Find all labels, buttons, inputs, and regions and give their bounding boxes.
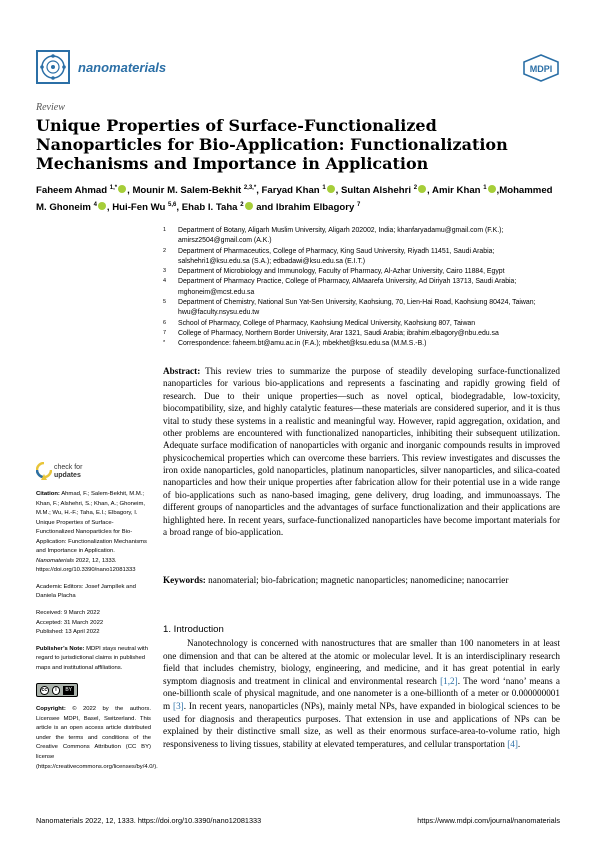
abstract-text: This review tries to summarize the purpose of steadily developing surface-functionalized nanoparticles for various bio-applications and represents a fascinating and rapidly growing field of research. Due to their unique properties—such as novel optical, biodegradable, low-toxicity, biocompatibility, size, and highly catalytic features—these materials are considered superior, and it is thus vital to study these systems in a realistic and meaningful way. However, rapid aggregation, oxidation, and other problems are encountered with functionalized nanoparticles, inhibiting their subsequent utilization. Adequate surface modification of nanoparticles with organic and inorganic compounds results in improved physicochemical properties which can overcome these barriers. This review investigates and discusses the iron oxide nanoparticles, gold nanoparticles, platinum nanoparticles, silver nanoparticles, and silica-coated nanoparticles and how their unique properties after fabrication allow for their potential use in a wide range of bio-applications such as nano-based imaging, gene delivery, drug loading, and immunoassays. The different groups of nanoparticles and the advantages of surface functionalization and their applications are highlighted here. In recent years, surface-functionalized nanoparticles have become important materials for a broad range of bio-application. xyxy=(163,366,560,537)
section-heading-introduction: 1. Introduction xyxy=(163,624,224,635)
author-name[interactable]: Hui-Fen Wu xyxy=(112,202,169,214)
journal-header xyxy=(36,46,560,90)
author-affiliation-marker: 1 xyxy=(322,185,326,191)
cc-by-label: BY xyxy=(63,686,74,696)
published-date: Published: 13 April 2022 xyxy=(36,629,100,636)
author-affiliation-marker: 5,6 xyxy=(168,202,177,209)
citation-block: Citation: Ahmad, F.; Salem-Bekhit, M.M.; Khan, F.; Alshehri, S.; Khan, A.; Ghoneim, M.M.; Wu, H.-F.; Taha, E.I.; Elbagory, I. Unique Properties of Surface-Functionalized Nanoparticles for Bio-Application: Functionalization Mechanisms and Importance in Application. Nanomaterials 2022, 12, 1333. https://doi.org/10.3390/nano12081333 xyxy=(36,491,147,574)
affiliation-text: College of Pharmacy, Northern Border University, Arar 1321, Saudi Arabia; ibrahim.elbagory@nbu.edu.sa xyxy=(178,329,499,337)
publisher-note: Publisher’s Note: MDPI stays neutral with regard to jurisdictional claims in published maps and institutional affiliations. xyxy=(36,645,148,671)
check-for-updates-button[interactable] xyxy=(36,462,151,484)
footer-journal-url[interactable]: https://www.mdpi.com/journal/nanomaterials xyxy=(417,816,560,825)
author-name[interactable]: Faheem Ahmad xyxy=(36,185,110,197)
author-name[interactable]: Amir Khan xyxy=(432,185,484,197)
author-name[interactable]: Sultan Alshehri xyxy=(341,185,414,197)
affiliation-number: 6 xyxy=(163,319,167,326)
affiliations xyxy=(163,226,563,350)
author-affiliation-marker: 7 xyxy=(356,202,361,209)
citation-link[interactable]: [3] xyxy=(173,700,184,711)
orcid-icon[interactable] xyxy=(418,185,426,193)
citation-link[interactable]: [1,2] xyxy=(440,675,458,686)
article-title: Unique Properties of Surface-Functionalized Nanoparticles for Bio-Application: Functionalization Mechanisms and Importance in Application xyxy=(36,116,508,173)
publication-dates xyxy=(36,609,151,638)
cc-icon: cc xyxy=(41,686,48,693)
check-for-updates-icon xyxy=(36,462,52,482)
orcid-icon[interactable] xyxy=(98,202,106,210)
keywords xyxy=(163,574,560,586)
affiliation-item xyxy=(163,277,563,298)
cc-license-badge[interactable] xyxy=(36,683,78,697)
author-affiliation-marker: 1,* xyxy=(109,185,118,191)
affiliation-number: 2 xyxy=(163,247,167,254)
orcid-icon[interactable] xyxy=(245,202,253,210)
academic-editors: Academic Editors: Josef Jampílek and Daniela Placha xyxy=(36,583,136,600)
affiliation-number: 1 xyxy=(163,227,167,233)
author-name[interactable]: Faryad Khan xyxy=(261,185,323,197)
keywords-text: nanomaterial; bio-fabrication; magnetic nanoparticles; nanomedicine; nanocarrier xyxy=(208,575,509,585)
affiliation-text: Department of Chemistry, National Sun Yat-Sen University, Kaohsiung, 70, Lien-Hai Road, Kaohsiung 80424, Taiwan; hwu@faculty.nsysu.edu.tw xyxy=(178,299,536,317)
copyright-block: Copyright: © 2022 by the authors. Licensee MDPI, Basel, Switzerland. This article is an open access article distributed under the terms and conditions of the Creative Commons Attribution (CC BY) license (https://creativecommons.org/licenses/by/4.0/). xyxy=(36,706,158,770)
affiliation-text: Department of Microbiology and Immunology, Faculty of Pharmacy, Al-Azhar University, Cairo 11884, Egypt xyxy=(178,268,505,276)
orcid-icon[interactable] xyxy=(327,185,335,193)
affiliation-item xyxy=(163,267,563,277)
affiliation-text: Department of Pharmacy Practice, College of Pharmacy, AlMaarefa University, Ad Diriyah 13713, Saudi Arabia; mghoneim@mcst.edu.sa xyxy=(178,278,517,296)
orcid-icon[interactable] xyxy=(488,185,496,193)
affiliation-text: Department of Pharmaceutics, College of Pharmacy, King Saud University, Riyadh 11451, Saudi Arabia; salshehri1@ksu.edu.sa (S.A.); edbadawi@ksu.edu.sa (E.I.T.) xyxy=(178,247,495,265)
affiliation-number: 4 xyxy=(163,278,167,285)
author-affiliation-marker: 1 xyxy=(483,185,487,191)
accepted-date: Accepted: 31 March 2022 xyxy=(36,619,104,626)
author-name[interactable]: Ibrahim Elbagory xyxy=(275,202,357,214)
left-sidebar xyxy=(36,462,158,779)
author-name[interactable]: Mounir M. Salem-Bekhit xyxy=(132,185,244,197)
abstract xyxy=(163,365,560,538)
author-affiliation-marker: 4 xyxy=(93,202,97,209)
affiliation-item xyxy=(163,226,563,247)
attribution-icon: i xyxy=(52,686,61,695)
author-name[interactable]: Ehab I. Taha xyxy=(181,202,241,214)
affiliation-item xyxy=(163,298,563,319)
nanomaterials-logo-icon xyxy=(36,50,70,84)
footer-citation[interactable]: Nanomaterials 2022, 12, 1333. https://doi.org/10.3390/nano12081333 xyxy=(36,816,262,825)
affiliation-number: 7 xyxy=(163,329,167,336)
citation-link[interactable]: [4] xyxy=(507,738,518,749)
keywords-label: Keywords: xyxy=(163,575,206,585)
author-affiliation-marker: 2,3,* xyxy=(243,185,257,191)
introduction-paragraph: Nanotechnology is concerned with nanostructures that are smaller than 100 nanometers in at least one dimension and that can be altered at the atomic or molecular level. It is an interdisciplinary research field that includes chemistry, biology, engineering, and medicine, and it has great potential in early symptom diagnosis and treatment in clinical and environmental research [1,2]. The word ‘nano’ means a one-billionth scale of physical magnitude, and one nanometer is a one-billionth of a meter or 0.000000001 m [3]. In recent years, nanoparticles (NPs), mainly metal NPs, have expanded in biological sciences to be used for diagnosis and therapeutics purposes. That extension in use and applications of NPs can be explained by their distinctive small size, as well as their enormous surface-area-to-volume ratio, high responsiveness to living tissues, stability at elevated temperatures, and cellular transportation [4]. xyxy=(163,638,561,749)
affiliation-text: Department of Botany, Aligarh Muslim University, Aligarh 202002, India; khanfaryadamu@gmail.com (F.K.); amirsz2504@gmail.com (A.K.) xyxy=(178,227,504,245)
author-list: Faheem Ahmad $^{1,*}$ , Mounir M. Salem-Bekhit $^{2,3,*}$, Faryad Khan $^1$ , Sultan Alshehri $^2$ , Amir Khan $^1$ ,Mohammed M. Ghoneim $^4$ , Hui-Fen Wu $^{5,6}$, Ehab I. Taha $^2$ and Ibrahim Elbagory $^7$ xyxy=(36,185,553,214)
affiliation-text: Correspondence: faheem.bt@amu.ac.in (F.A.); mbekhet@ksu.edu.sa (M.M.S.-B.) xyxy=(178,340,427,348)
affiliation-item xyxy=(163,329,563,339)
affiliation-number: * xyxy=(163,340,166,347)
orcid-icon[interactable] xyxy=(118,185,126,193)
received-date: Received: 9 March 2022 xyxy=(36,610,100,617)
article-type: Review xyxy=(36,102,65,113)
svg-text:MDPI: MDPI xyxy=(529,64,553,74)
updates-label: updates xyxy=(54,472,81,479)
doi-link[interactable]: 2022, 12, 1333. https://doi.org/10.3390/nano12081333 xyxy=(36,557,136,574)
affiliation-number: 5 xyxy=(163,299,167,306)
affiliation-text: School of Pharmacy, College of Pharmacy, Kaohsiung Medical University, Kaohsiung 807, Taiwan xyxy=(178,319,476,327)
author-name[interactable]: Mohammed M. Ghoneim xyxy=(36,185,553,214)
affiliation-item xyxy=(163,319,563,329)
affiliation-item xyxy=(163,247,563,268)
journal-name[interactable]: nanomaterials xyxy=(78,60,167,75)
affiliation-item xyxy=(163,339,563,349)
affiliation-number: 3 xyxy=(163,268,167,275)
abstract-label: Abstract: xyxy=(163,366,201,376)
author-affiliation-marker: 2 xyxy=(240,202,244,209)
author-affiliation-marker: 2 xyxy=(413,185,418,191)
check-label: check for xyxy=(54,464,83,471)
mdpi-logo-icon[interactable] xyxy=(522,54,560,82)
